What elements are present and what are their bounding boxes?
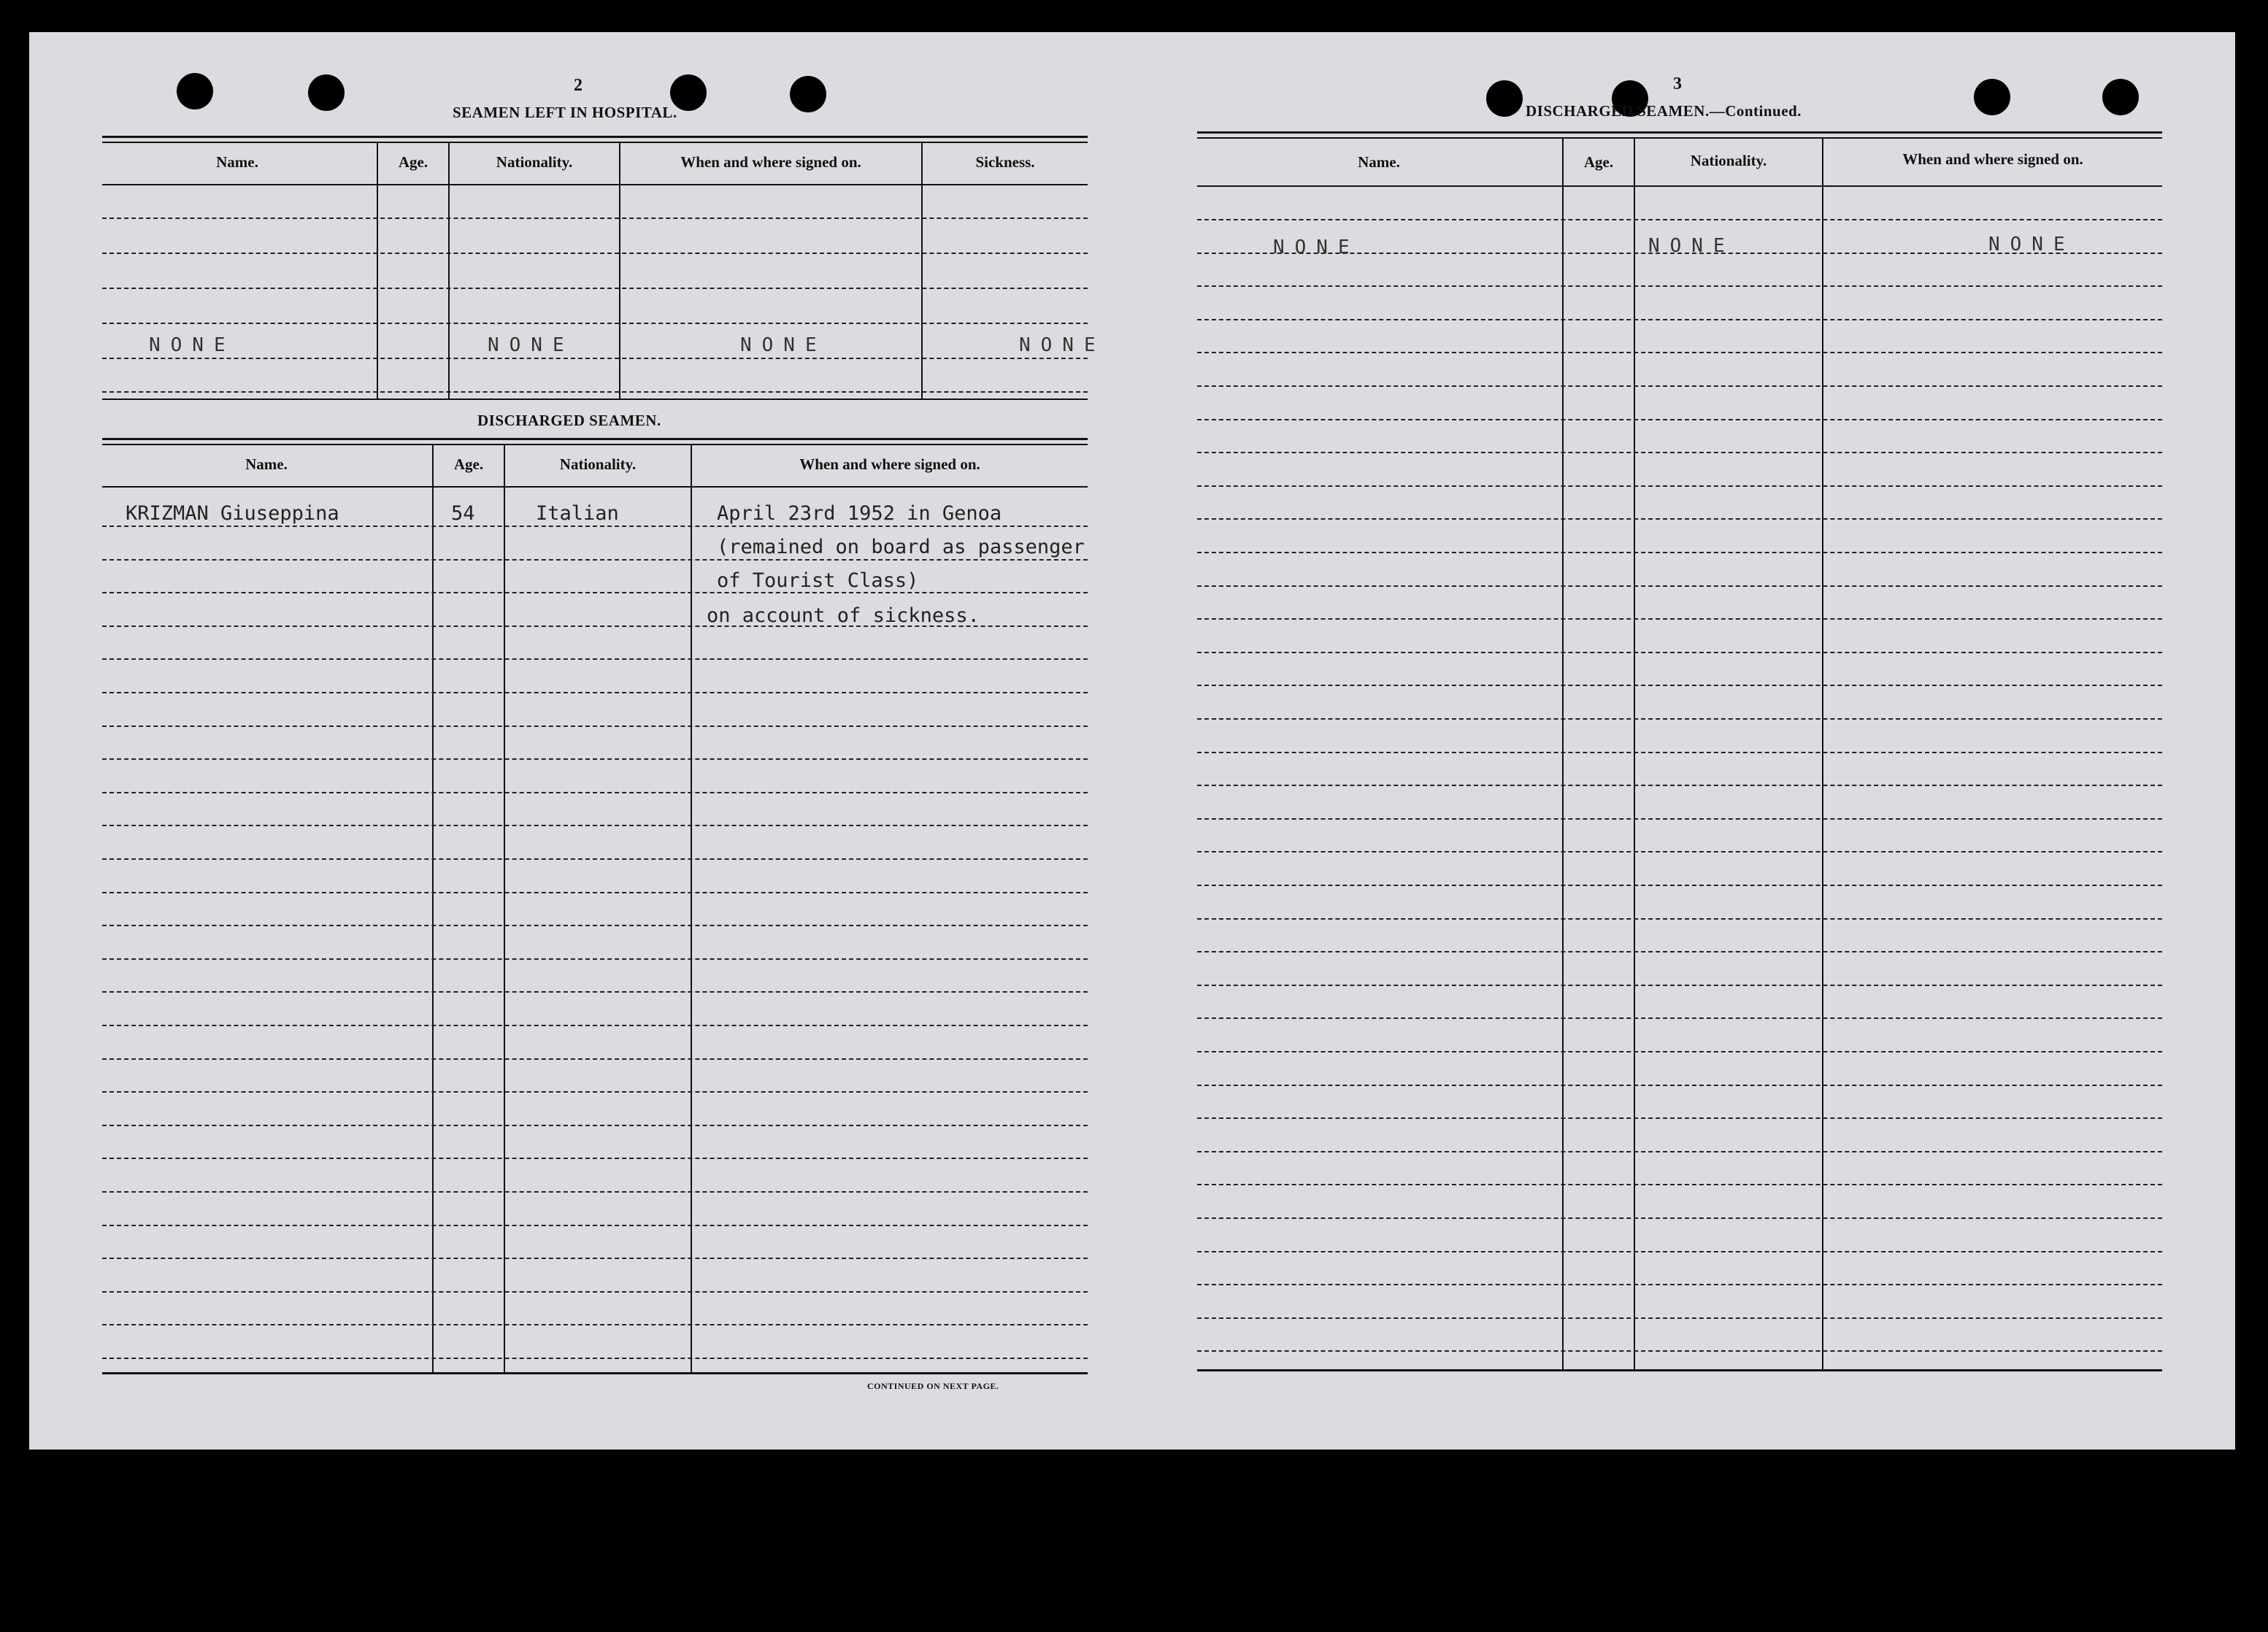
row-rule xyxy=(102,323,1088,324)
table-rule xyxy=(102,184,1088,185)
table-rule xyxy=(102,1372,1088,1374)
row-rule xyxy=(1197,452,2162,453)
column-header-age: Age. xyxy=(1583,153,1614,171)
column-header-sickness: Sickness. xyxy=(975,153,1035,171)
row-rule xyxy=(1197,1317,2162,1319)
seaman-nationality: Italian xyxy=(536,502,619,525)
column-divider xyxy=(691,445,692,1372)
column-header-name: Name. xyxy=(216,153,258,171)
column-header-age: Age. xyxy=(453,455,484,473)
row-rule xyxy=(1197,1051,2162,1052)
row-rule xyxy=(102,758,1088,760)
row-rule xyxy=(1197,552,2162,553)
row-rule xyxy=(102,1025,1088,1026)
row-rule xyxy=(102,692,1088,693)
row-rule xyxy=(102,1225,1088,1226)
row-rule xyxy=(102,218,1088,219)
row-rule xyxy=(102,1125,1088,1126)
punch-hole xyxy=(308,74,345,111)
hospital-name-none: NONE xyxy=(149,334,236,356)
row-rule xyxy=(1197,951,2162,952)
row-rule xyxy=(102,391,1088,393)
row-rule xyxy=(1197,485,2162,487)
row-rule xyxy=(1197,1251,2162,1252)
table-rule xyxy=(102,486,1088,488)
seaman-signed-on-line1: April 23rd 1952 in Genoa xyxy=(717,502,1002,525)
seaman-signed-on-line4: on account of sickness. xyxy=(707,604,980,627)
row-rule xyxy=(102,1324,1088,1325)
row-rule xyxy=(1197,419,2162,420)
row-rule xyxy=(1197,1217,2162,1219)
punch-hole xyxy=(1486,80,1523,117)
column-divider xyxy=(432,445,434,1372)
row-rule xyxy=(1197,1017,2162,1019)
column-header-signed-on: When and where signed on. xyxy=(799,455,980,473)
column-divider xyxy=(921,143,923,399)
punch-hole xyxy=(177,73,213,109)
row-rule xyxy=(1197,1117,2162,1119)
hospital-sickness-none: NONE xyxy=(1019,334,1106,356)
row-rule xyxy=(102,1258,1088,1259)
row-rule xyxy=(102,1158,1088,1159)
section-title-discharged-continued: DISCHARGED SEAMEN.—Continued. xyxy=(1526,102,1802,120)
column-divider xyxy=(377,143,378,399)
row-rule xyxy=(102,1091,1088,1093)
column-divider xyxy=(448,143,450,399)
row-rule xyxy=(1197,1151,2162,1152)
row-rule xyxy=(1197,785,2162,786)
row-rule xyxy=(102,658,1088,660)
row-rule xyxy=(102,1358,1088,1359)
table-rule xyxy=(1197,137,2162,139)
row-rule xyxy=(1197,285,2162,287)
row-rule xyxy=(102,526,1088,527)
punch-hole xyxy=(2102,79,2139,115)
row-rule xyxy=(102,725,1088,727)
column-header-signed-on: When and where signed on. xyxy=(1902,150,2083,168)
row-rule xyxy=(1197,718,2162,720)
row-rule xyxy=(1197,319,2162,320)
row-rule xyxy=(102,958,1088,960)
row-rule xyxy=(102,592,1088,593)
row-rule xyxy=(1197,885,2162,886)
row-rule xyxy=(1197,652,2162,653)
column-header-age: Age. xyxy=(398,153,428,171)
row-rule xyxy=(102,253,1088,254)
table-rule xyxy=(1197,131,2162,134)
row-rule xyxy=(1197,1284,2162,1285)
page-number-left: 2 xyxy=(574,76,583,95)
row-rule xyxy=(102,792,1088,793)
continued-nationality-none: NONE xyxy=(1648,235,1735,257)
row-rule xyxy=(102,925,1088,926)
column-header-name: Name. xyxy=(245,455,288,473)
row-rule xyxy=(1197,918,2162,920)
row-rule xyxy=(1197,1350,2162,1352)
table-rule xyxy=(102,438,1088,440)
row-rule xyxy=(102,1058,1088,1060)
row-rule xyxy=(1197,752,2162,753)
row-rule xyxy=(1197,818,2162,820)
row-rule xyxy=(1197,352,2162,353)
row-rule xyxy=(1197,1085,2162,1086)
column-header-nationality: Nationality. xyxy=(496,153,573,171)
column-divider xyxy=(619,143,620,399)
row-rule xyxy=(1197,585,2162,587)
row-rule xyxy=(102,288,1088,289)
section-title-hospital: SEAMEN LEFT IN HOSPITAL. xyxy=(453,104,677,121)
seaman-age: 54 xyxy=(451,502,475,525)
hospital-nationality-none: NONE xyxy=(488,334,574,356)
row-rule xyxy=(1197,618,2162,620)
seaman-name: KRIZMAN Giuseppina xyxy=(126,502,339,525)
section-title-discharged: DISCHARGED SEAMEN. xyxy=(477,412,661,429)
row-rule xyxy=(102,1191,1088,1193)
row-rule xyxy=(102,1291,1088,1293)
column-header-name: Name. xyxy=(1358,153,1400,171)
punch-hole xyxy=(1974,79,2010,115)
hospital-signed-on-none: NONE xyxy=(740,334,827,356)
continued-footer: CONTINUED ON NEXT PAGE. xyxy=(867,1381,999,1391)
punch-hole xyxy=(790,76,826,112)
document-sheet xyxy=(29,32,2235,1450)
row-rule xyxy=(1197,385,2162,387)
row-rule xyxy=(1197,685,2162,686)
row-rule xyxy=(1197,1184,2162,1185)
row-rule xyxy=(102,559,1088,561)
table-rule xyxy=(102,142,1088,143)
row-rule xyxy=(1197,219,2162,220)
row-rule xyxy=(102,858,1088,860)
row-rule xyxy=(1197,851,2162,852)
seaman-signed-on-line2: (remained on board as passenger xyxy=(717,536,1085,558)
table-rule xyxy=(102,399,1088,400)
row-rule xyxy=(102,892,1088,893)
row-rule xyxy=(1197,518,2162,520)
row-rule xyxy=(102,358,1088,359)
page-number-right: 3 xyxy=(1673,74,1682,93)
continued-signed-on-none: NONE xyxy=(1988,234,2075,255)
table-rule xyxy=(1197,1369,2162,1371)
seaman-signed-on-line3: of Tourist Class) xyxy=(717,569,919,592)
row-rule xyxy=(102,825,1088,826)
row-rule xyxy=(102,991,1088,993)
row-rule xyxy=(1197,985,2162,986)
column-header-nationality: Nationality. xyxy=(559,455,637,473)
table-rule xyxy=(102,444,1088,445)
table-rule xyxy=(1197,185,2162,187)
column-header-signed-on: When and where signed on. xyxy=(680,153,861,171)
column-divider xyxy=(504,445,505,1372)
column-header-nationality: Nationality. xyxy=(1690,152,1767,169)
table-rule xyxy=(102,136,1088,138)
continued-name-none: NONE xyxy=(1273,236,1360,258)
